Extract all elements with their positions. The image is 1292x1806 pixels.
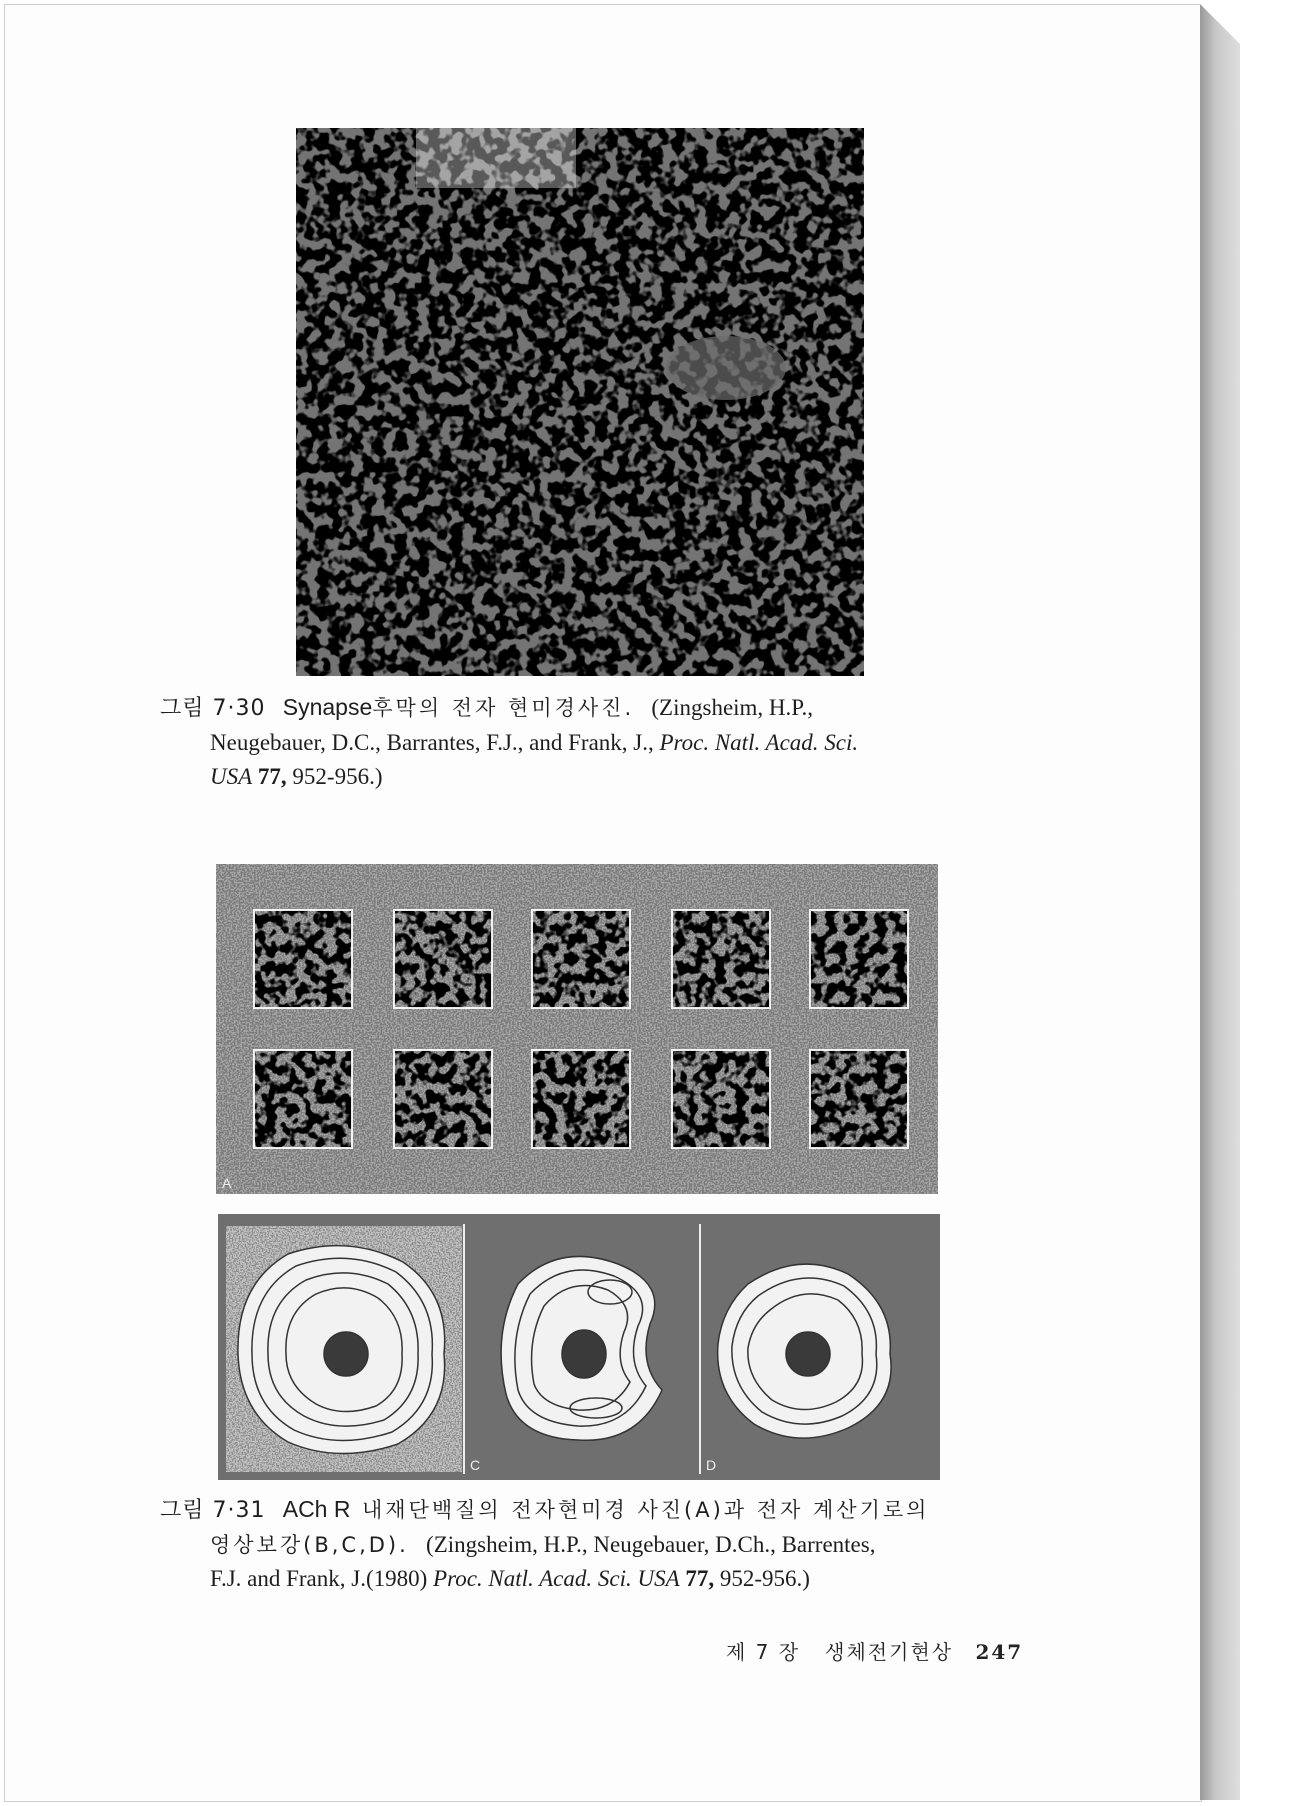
figure-30-label: 그림 7·30 <box>160 696 266 721</box>
figure-30-caption-line3 <box>160 760 1010 794</box>
figure-31-label: 그림 7·31 <box>160 1498 266 1523</box>
footer-chapter: 제 7 장 <box>726 1640 801 1664</box>
panel-b-contour <box>238 1246 445 1454</box>
figure-30-usa: USA <box>210 764 253 789</box>
figure-30-caption-line1 <box>160 690 1010 726</box>
figure-31-volume: 77, <box>685 1566 715 1591</box>
figure-30-micrograph <box>296 128 864 676</box>
figure-31-caption-line2 <box>160 1528 1040 1562</box>
figure-30-caption <box>160 690 1010 794</box>
figure-31-title-ko: 내재단백질의 전자현미경 사진(A)과 전자 계산기로의 <box>361 1498 930 1522</box>
figure-30-citation-line1: (Zingsheim, H.P., <box>651 695 814 720</box>
panel-d-contour <box>718 1264 891 1438</box>
page-edge-shadow <box>1200 4 1240 1800</box>
footer-chapter-title: 생체전기현상 <box>825 1640 954 1664</box>
panel-a-label: A <box>222 1175 232 1191</box>
micrograph-texture <box>296 128 864 676</box>
figure-31-citation-line3: F.J. and Frank, J.(1980) <box>210 1566 428 1591</box>
figure-31-title-ko2: 영상보강(B,C,D). <box>210 1533 409 1557</box>
figure-31-caption-line3 <box>160 1562 1040 1596</box>
figure-31-pages: 952-956.) <box>719 1566 810 1591</box>
figure-31-title-en: ACh R <box>282 1496 351 1522</box>
figure-30-journal: Proc. Natl. Acad. Sci. <box>659 730 859 755</box>
panel-c-contour <box>501 1256 662 1440</box>
figure-30-volume: 77, <box>257 764 287 789</box>
figure-31-caption <box>160 1492 1040 1596</box>
figure-31-citation-line2: (Zingsheim, H.P., Neugebauer, D.Ch., Barrentes, <box>426 1532 876 1557</box>
page-footer <box>726 1636 1023 1665</box>
panels-bcd-graphic <box>218 1214 940 1480</box>
panel-a-texture <box>216 864 938 1194</box>
figure-31-panel-a <box>216 864 938 1194</box>
figure-31-panels-bcd <box>218 1214 940 1480</box>
figure-30-pages: 952-956.) <box>292 764 383 789</box>
figure-30-title-en: Synapse <box>282 694 373 720</box>
figure-31-journal: Proc. Natl. Acad. Sci. USA <box>433 1566 680 1591</box>
figure-31-caption-line1 <box>160 1492 1040 1528</box>
page-number: 247 <box>975 1640 1024 1664</box>
figure-30-title-ko: 후막의 전자 현미경사진. <box>372 696 635 720</box>
panel-c-label: C <box>470 1457 481 1473</box>
figure-30-caption-line2 <box>160 726 1010 760</box>
panel-d-label: D <box>706 1457 717 1473</box>
figure-30-citation-line2: Neugebauer, D.C., Barrantes, F.J., and Frank, J., <box>210 730 654 755</box>
